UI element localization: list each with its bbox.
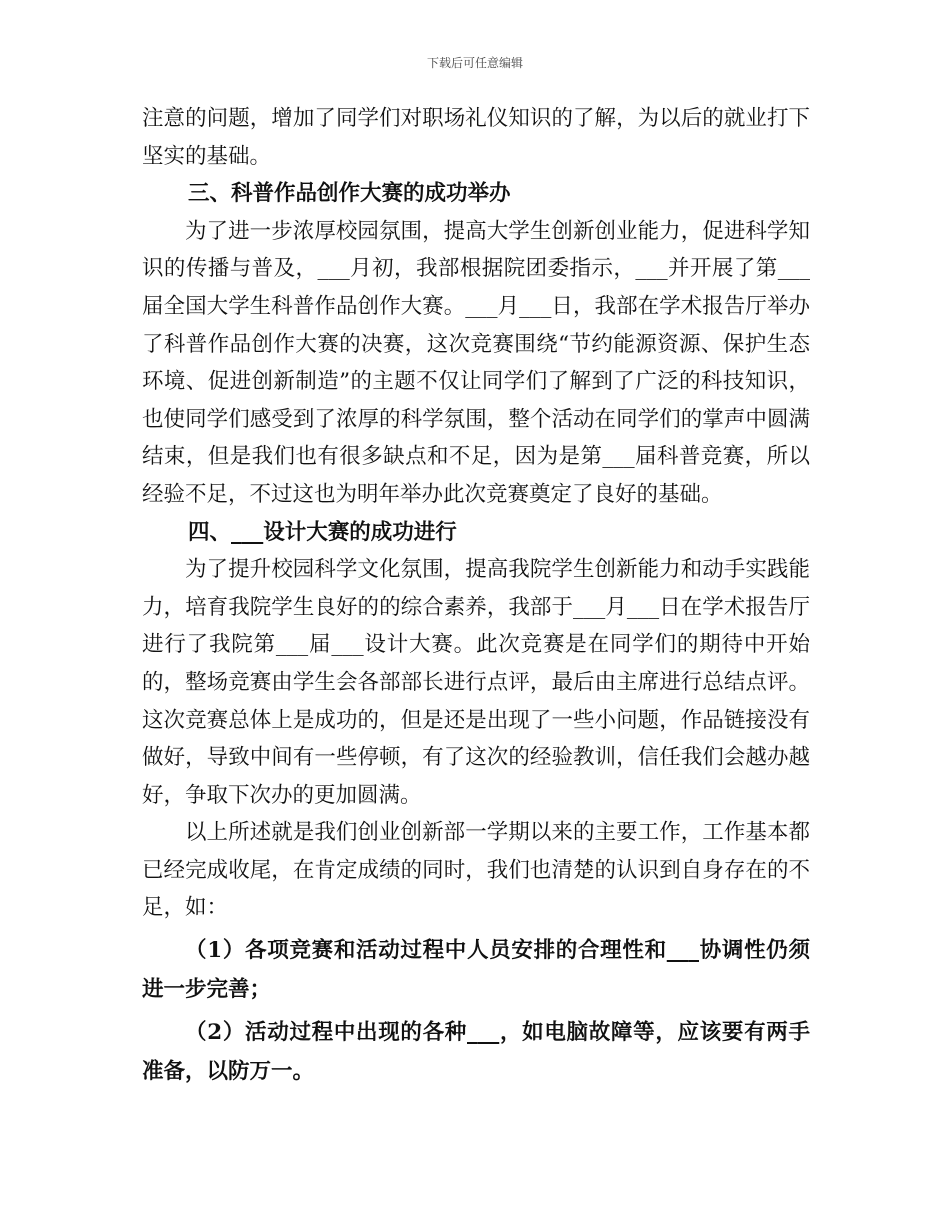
paragraph-continued: 注意的问题，增加了同学们对职场礼仪知识的了解，为以后的就业打下坚实的基础。 (142, 106, 810, 169)
list-item-2: （2）活动过程中出现的各种___，如电脑故障等，应该要有两手准备，以防万一。 (142, 1020, 810, 1085)
paragraph-science-contest: 为了进一步浓厚校园氛围，提高大学生创新创业能力，促进科学知识的传播与普及，___月初，我部根据院团委指示，___并开展了第___届全国大学生科普作品创作大赛。___月___日，我部在学术报告厅举办了科普作品创作大赛的决赛，这次竞赛围绕“节约能源资源、保护生态环境、促进创新制造”的主题不仅让同学们了解到了广泛的科技知识，也使同学们感受到了浓厚的科学氛围，整个活动在同学们的掌声中圆满结束，但是我们也有很多缺点和不足，因为是第___届科普竞赛，所以经验不足，不过这也为明年举办此次竞赛奠定了良好的基础。 (142, 218, 810, 507)
paragraph-summary: 以上所述就是我们创业创新部一学期以来的主要工作，工作基本都已经完成收尾，在肯定成绩的同时，我们也清楚的认识到自身存在的不足，如： (142, 820, 810, 921)
section-heading-4: 四、___设计大赛的成功进行 (188, 519, 457, 545)
list-item-1: （1）各项竞赛和活动过程中人员安排的合理性和___协调性仍须进一步完善； (142, 938, 810, 1003)
document-body (142, 100, 810, 1091)
page-header: 下载后可任意编辑 (426, 56, 523, 70)
paragraph-design-contest: 为了提升校园科学文化氛围，提高我院学生创新能力和动手实践能力，培育我院学生良好的的综合素养，我部于___月___日在学术报告厅进行了我院第___届___设计大赛。此次竞赛是在同学们的期待中开始的，整场竞赛由学生会各部部长进行点评，最后由主席进行总结点评。这次竞赛总体上是成功的，但是还是出现了一些小问题，作品链接没有做好，导致中间有一些停顿，有了这次的经验教训，信任我们会越办越好，争取下次办的更加圆满。 (142, 557, 810, 808)
section-heading-3: 三、科普作品创作大赛的成功举办 (188, 181, 511, 207)
